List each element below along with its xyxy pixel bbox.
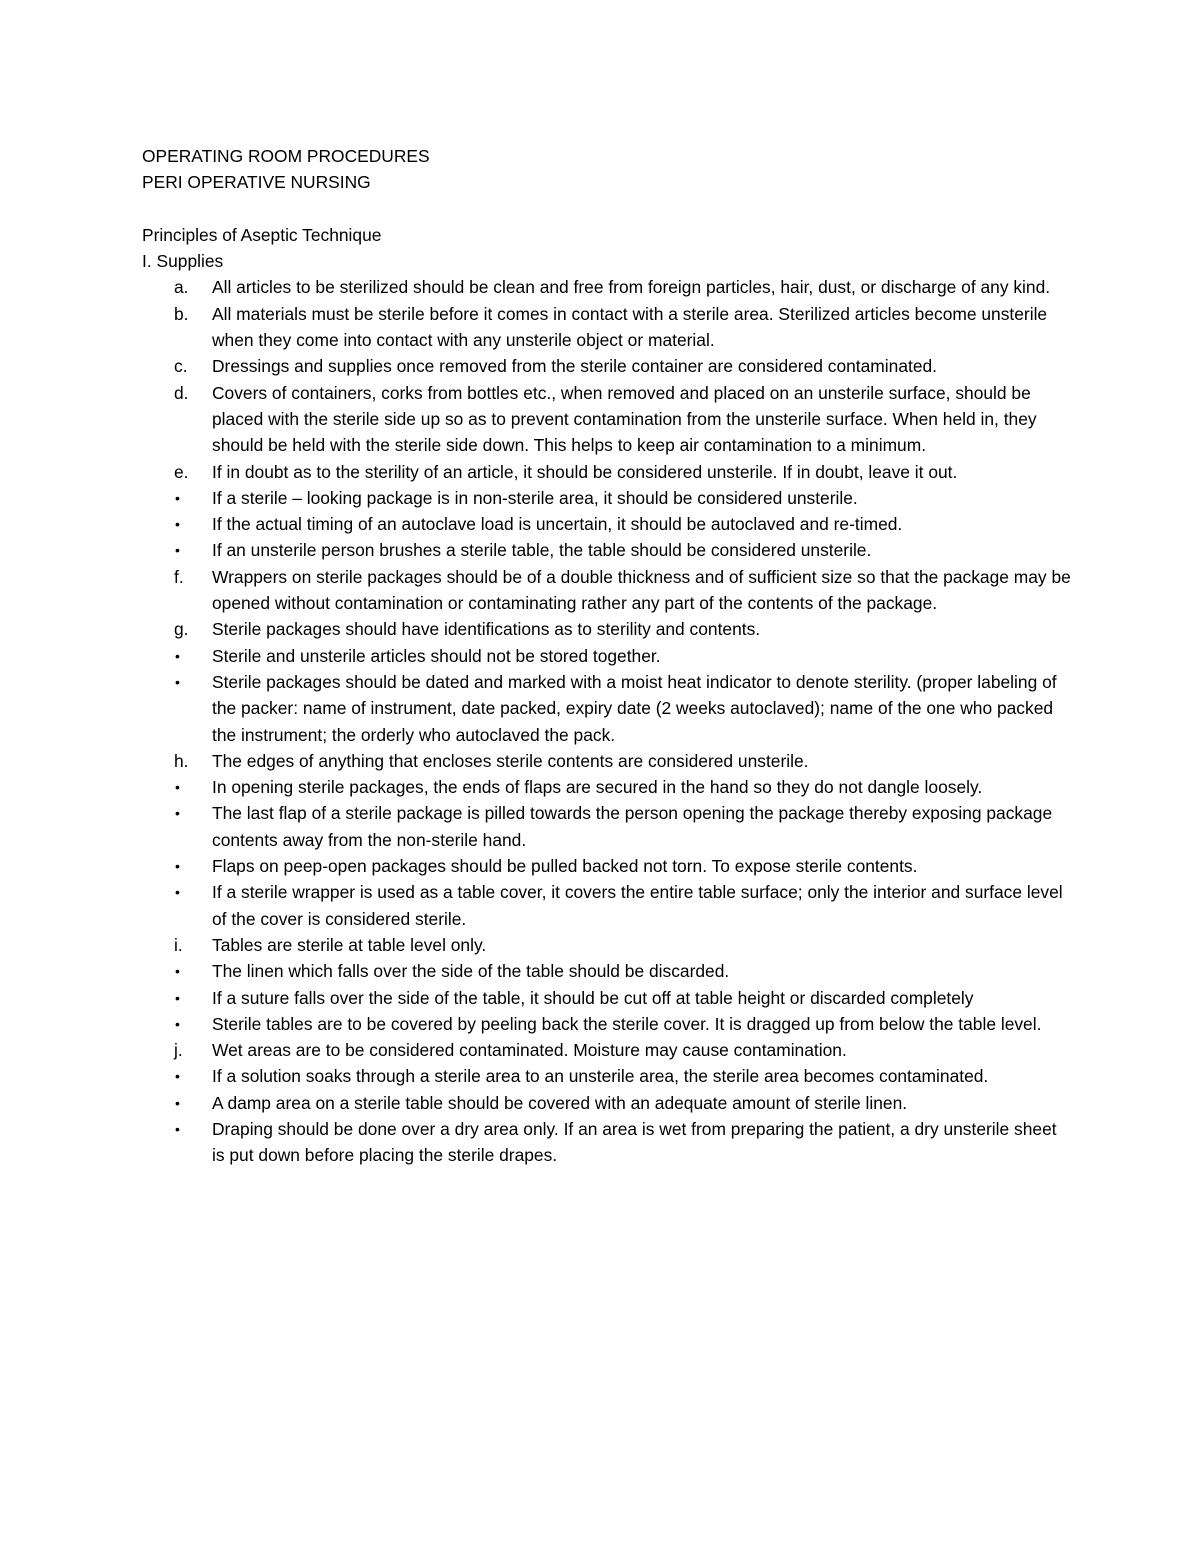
list-item <box>142 564 1072 617</box>
list-item <box>142 1116 1072 1169</box>
list-item-text: If a solution soaks through a sterile area to an unsterile area, the sterile area becomes contaminated. <box>212 1066 989 1087</box>
list-item-text: Sterile packages should be dated and marked with a moist heat indicator to denote sterility. (proper labeling of the packer: name of instrument, date packed, expiry date (2 weeks autoclaved); name of the one who packed the instrument; the orderly who autoclaved the pack. <box>212 671 1057 745</box>
list-item <box>142 932 1072 958</box>
list-item <box>142 485 1072 511</box>
list-item-text: Wet areas are to be considered contaminated. Moisture may cause contamination. <box>212 1040 847 1061</box>
bullet-icon: • <box>175 1015 180 1032</box>
list-item <box>142 274 1072 300</box>
list-item-text: Sterile packages should have identifications as to sterility and contents. <box>212 619 761 640</box>
bullet-icon: • <box>175 884 180 901</box>
list-item <box>142 616 1072 642</box>
list-item-letter: i. <box>174 934 183 955</box>
bullet-icon: • <box>175 542 180 559</box>
list-item <box>142 511 1072 537</box>
list-item <box>142 879 1072 932</box>
list-item-text: If a sterile – looking package is in non-sterile area, it should be considered unsterile. <box>212 487 858 508</box>
list-item-text: All articles to be sterilized should be clean and free from foreign particles, hair, dust, or discharge of any kind. <box>212 277 1051 298</box>
bullet-icon: • <box>175 516 180 533</box>
bullet-icon: • <box>175 1094 180 1111</box>
list-item-text: Flaps on peep-open packages should be pulled backed not torn. To expose sterile contents. <box>212 856 918 877</box>
list-item-text: The linen which falls over the side of the table should be discarded. <box>212 961 730 982</box>
bullet-icon: • <box>175 963 180 980</box>
list-item <box>142 380 1072 459</box>
list-item-letter: g. <box>174 619 189 640</box>
list-item-text: If the actual timing of an autoclave load is uncertain, it should be autoclaved and re-timed. <box>212 514 903 535</box>
list-item <box>142 774 1072 800</box>
bullet-icon: • <box>175 647 180 664</box>
bullet-icon: • <box>175 805 180 822</box>
document-page <box>142 143 1072 1169</box>
bullet-icon: • <box>175 489 180 506</box>
list-item-text: Draping should be done over a dry area only. If an area is wet from preparing the patient, a dry unsterile sheet is put down before placing the sterile drapes. <box>212 1118 1057 1166</box>
list-item <box>142 643 1072 669</box>
list-item <box>142 1011 1072 1037</box>
list-item-text: A damp area on a sterile table should be covered with an adequate amount of sterile linen. <box>212 1092 908 1113</box>
list-item-letter: a. <box>174 277 189 298</box>
list-item-text: Covers of containers, corks from bottles etc., when removed and placed on an unsterile surface, should be placed with the sterile side up so as to prevent contamination from the unsterile surface. When held in, they should be held with the sterile side down. This helps to keep air contamination to a minimum. <box>212 382 1037 456</box>
list-item-text: Wrappers on sterile packages should be of a double thickness and of sufficient size so that the package may be opened without contamination or contaminating rather any part of the contents of the package. <box>212 566 1071 614</box>
bullet-icon: • <box>175 1068 180 1085</box>
list-item-letter: c. <box>174 356 188 377</box>
list-item-text: The edges of anything that encloses sterile contents are considered unsterile. <box>212 750 809 771</box>
bullet-icon: • <box>175 1120 180 1137</box>
list-item-text: In opening sterile packages, the ends of flaps are secured in the hand so they do not dangle loosely. <box>212 777 983 798</box>
bullet-icon: • <box>175 779 180 796</box>
list-item-letter: j. <box>174 1040 183 1061</box>
blank-line <box>142 196 1072 222</box>
bullet-icon: • <box>175 989 180 1006</box>
list-item <box>142 800 1072 853</box>
list-item-text: If an unsterile person brushes a sterile table, the table should be considered unsterile. <box>212 540 872 561</box>
list-item-letter: d. <box>174 382 189 403</box>
list-item-text: Tables are sterile at table level only. <box>212 934 487 955</box>
list-item-text: All materials must be sterile before it comes in contact with a sterile area. Sterilized articles become unsterile when they come into contact with any unsterile object or material. <box>212 303 1048 351</box>
principles-list <box>142 274 1072 1168</box>
bullet-icon: • <box>175 673 180 690</box>
list-item-text: The last flap of a sterile package is pilled towards the person opening the package thereby exposing package contents away from the non-sterile hand. <box>212 803 1053 850</box>
list-item-letter: f. <box>174 566 184 587</box>
list-item-text: Sterile tables are to be covered by peeling back the sterile cover. It is dragged up from below the table level. <box>212 1013 1042 1034</box>
list-item <box>142 537 1072 563</box>
list-item-text: Sterile and unsterile articles should not be stored together. <box>212 645 661 666</box>
document-subtitle: PERI OPERATIVE NURSING <box>142 172 371 193</box>
list-item <box>142 958 1072 984</box>
list-item-text: Dressings and supplies once removed from the sterile container are considered contaminated. <box>212 356 937 377</box>
list-item <box>142 459 1072 485</box>
list-item-text: If a suture falls over the side of the table, it should be cut off at table height or discarded completely <box>212 987 974 1008</box>
list-item-letter: b. <box>174 303 189 324</box>
list-item <box>142 1063 1072 1089</box>
list-item <box>142 301 1072 354</box>
list-item-text: If in doubt as to the sterility of an article, it should be considered unsterile. If in doubt, leave it out. <box>212 461 958 482</box>
section-heading: Principles of Aseptic Technique <box>142 224 382 245</box>
list-item-letter: e. <box>174 461 189 482</box>
list-item <box>142 353 1072 379</box>
list-item <box>142 1037 1072 1063</box>
list-item-letter: h. <box>174 750 189 771</box>
list-item <box>142 1090 1072 1116</box>
list-item-text: If a sterile wrapper is used as a table cover, it covers the entire table surface; only the interior and surface level of the cover is considered sterile. <box>212 882 1063 929</box>
list-item <box>142 748 1072 774</box>
list-item <box>142 669 1072 748</box>
document-title: OPERATING ROOM PROCEDURES <box>142 146 430 166</box>
list-item <box>142 853 1072 879</box>
subsection-heading: I. Supplies <box>142 251 224 272</box>
list-item <box>142 985 1072 1011</box>
bullet-icon: • <box>175 858 180 875</box>
